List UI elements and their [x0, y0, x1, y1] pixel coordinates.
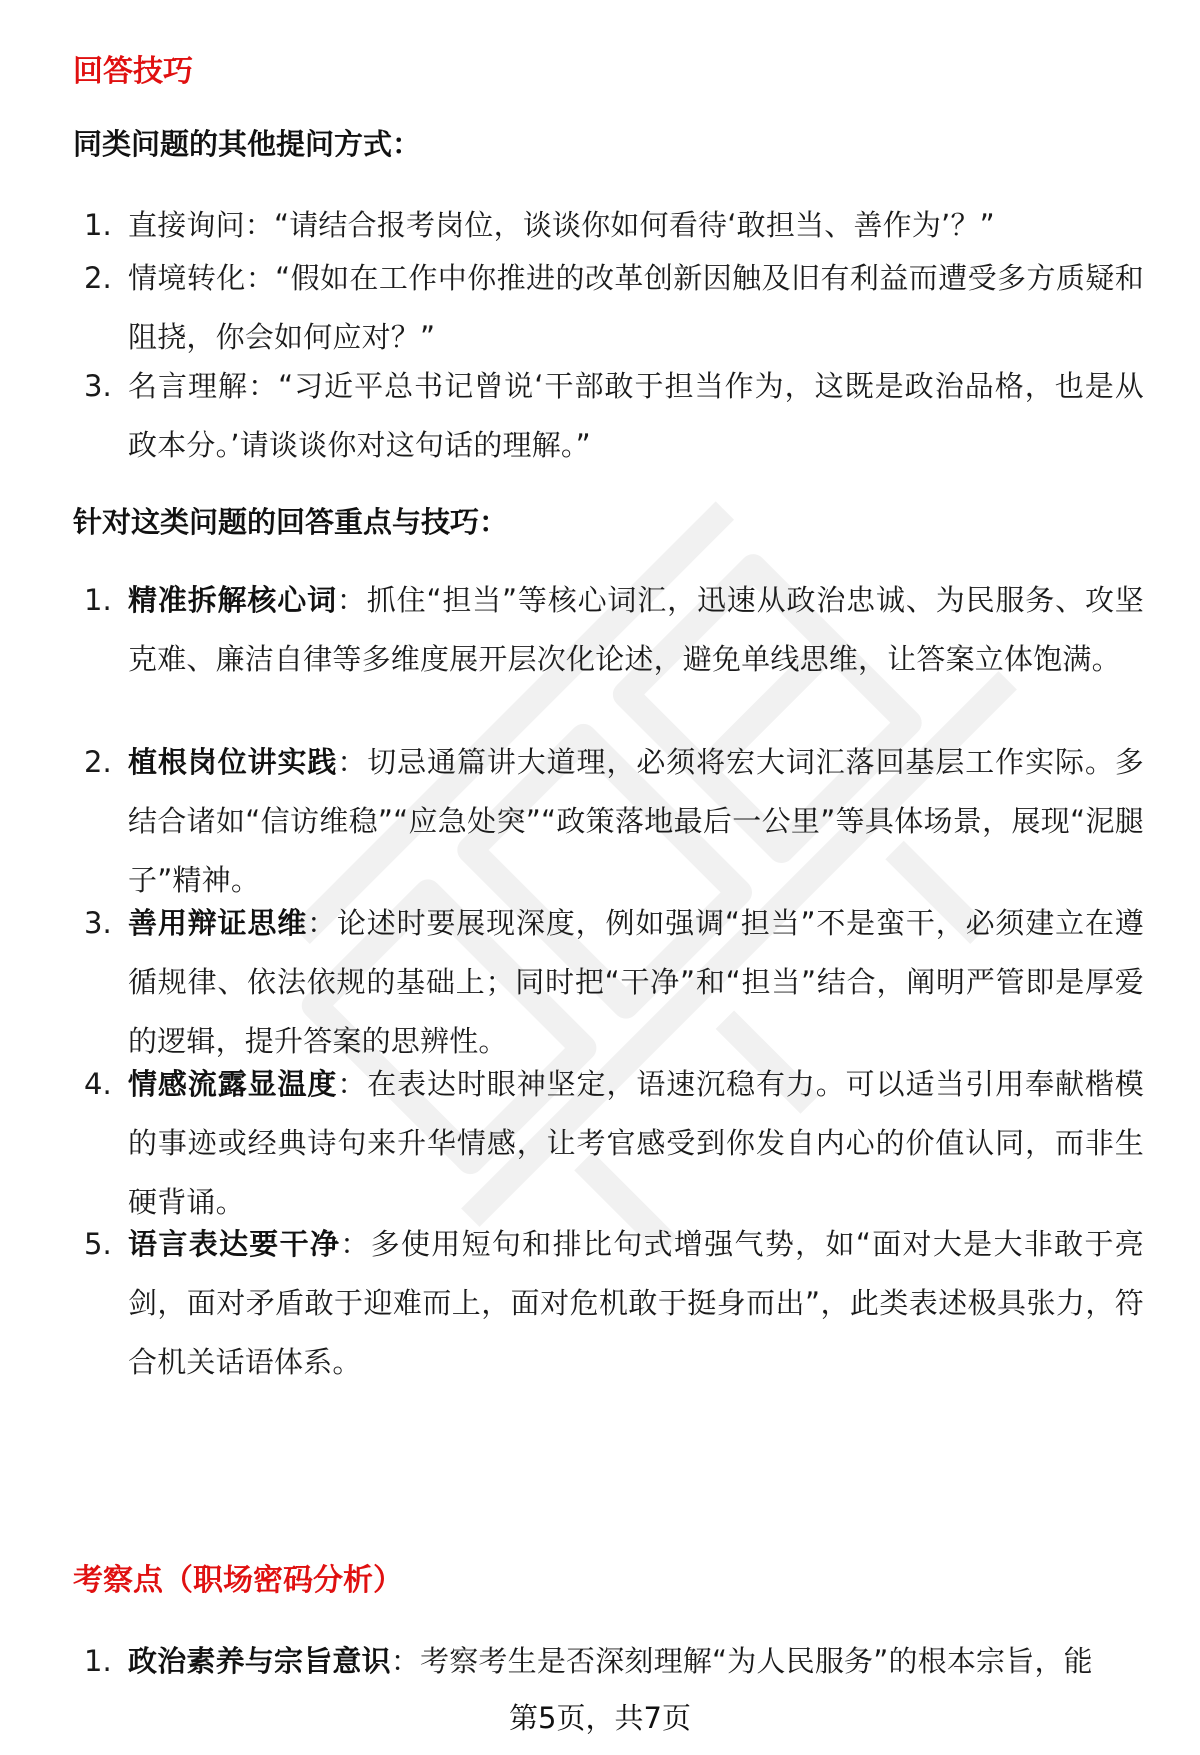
exam-points-heading: 考察点（职场密码分析）	[73, 1563, 403, 1598]
list-number: 3.	[84, 369, 112, 403]
list-number: 2.	[84, 745, 112, 779]
list-number: 1.	[84, 583, 112, 617]
list-text	[128, 733, 1144, 910]
list-lead: 善用辩证思维	[128, 906, 308, 940]
key-point-item	[84, 1055, 1144, 1232]
list-number: 1.	[84, 208, 112, 242]
tips-heading: 回答技巧	[73, 54, 193, 89]
similar-question-item	[84, 196, 1144, 255]
list-detail: ：多使用短句和排比句式增强气势，如“面对大是大非敢于亮剑，面对矛盾敢于迎难而上，面对危机敢于挺身而出”，此类表述极具张力，符合机关话语体系。	[128, 1227, 1144, 1379]
similar-question-item	[84, 357, 1144, 475]
page-number: 第5页，共7页	[509, 1701, 691, 1735]
list-text	[128, 1055, 1144, 1232]
list-text	[128, 894, 1144, 1071]
list-detail: ：考察考生是否深刻理解“为人民服务”的根本宗旨，能	[390, 1644, 1093, 1678]
list-text	[128, 571, 1144, 689]
list-detail: ：在表达时眼神坚定，语速沉稳有力。可以适当引用奉献楷模的事迹或经典诗句来升华情感，让考官感受到你发自内心的价值认同，而非生硬背诵。	[128, 1067, 1144, 1219]
list-lead: 植根岗位讲实践	[128, 745, 338, 779]
key-points-heading: 针对这类问题的回答重点与技巧：	[73, 505, 509, 539]
list-number: 1.	[84, 1644, 112, 1678]
exam-point-item	[84, 1632, 1144, 1691]
list-lead: 政治素养与宗旨意识	[128, 1644, 391, 1678]
list-detail: ：切忌通篇讲大道理，必须将宏大词汇落回基层工作实际。多结合诸如“信访维稳”“应急处突”“政策落地最后一公里”等具体场景，展现“泥腿子”精神。	[128, 745, 1144, 897]
list-number: 2.	[84, 261, 112, 295]
key-point-item	[84, 733, 1144, 910]
list-text	[128, 1632, 1144, 1691]
similar-questions-heading: 同类问题的其他提问方式：	[73, 127, 422, 161]
list-number: 3.	[84, 906, 112, 940]
key-point-item	[84, 1215, 1144, 1392]
list-text: 名言理解：“习近平总书记曾说‘干部敢于担当作为，这既是政治品格，也是从政本分。’请谈谈你对这句话的理解。”	[128, 369, 1144, 462]
list-number: 4.	[84, 1067, 112, 1101]
list-lead: 情感流露显温度	[128, 1067, 338, 1101]
key-point-item	[84, 571, 1144, 689]
list-text: 情境转化：“假如在工作中你推进的改革创新因触及旧有利益而遭受多方质疑和阻挠，你会如何应对？”	[128, 261, 1144, 354]
list-lead: 精准拆解核心词	[128, 583, 337, 617]
similar-question-item	[84, 249, 1144, 367]
list-detail: ：抓住“担当”等核心词汇，迅速从政治忠诚、为民服务、攻坚克难、廉洁自律等多维度展开层次化论述，避免单线思维，让答案立体饱满。	[128, 583, 1144, 676]
list-text: 直接询问：“请结合报考岗位，谈谈你如何看待‘敢担当、善作为’？”	[128, 208, 995, 242]
list-detail: ：论述时要展现深度，例如强调“担当”不是蛮干，必须建立在遵循规律、依法依规的基础上；同时把“干净”和“担当”结合，阐明严管即是厚爱的逻辑，提升答案的思辨性。	[128, 906, 1144, 1058]
list-number: 5.	[84, 1227, 112, 1261]
key-point-item	[84, 894, 1144, 1071]
list-text	[128, 1215, 1144, 1392]
list-lead: 语言表达要干净	[128, 1227, 341, 1261]
